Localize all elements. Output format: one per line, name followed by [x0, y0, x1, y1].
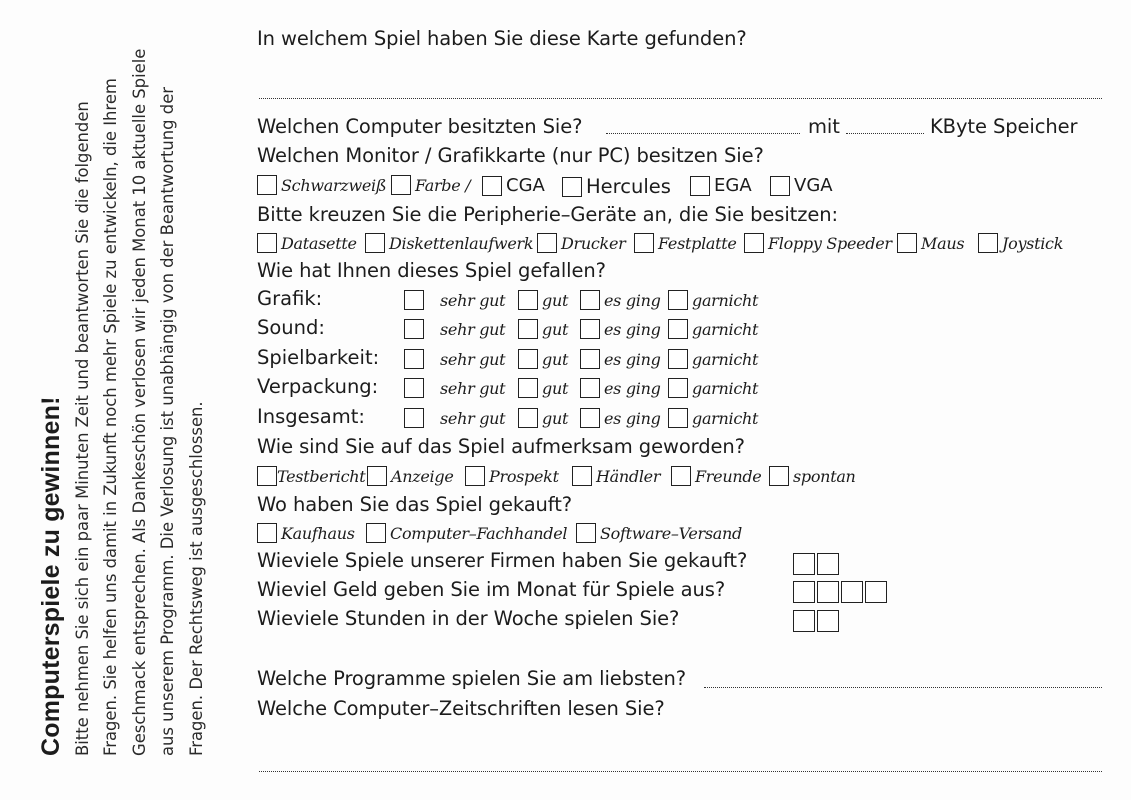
checkbox[interactable]	[518, 319, 538, 339]
question-zeitschriften: Welche Computer–Zeitschriften lesen Sie?	[257, 697, 665, 720]
question-programme: Welche Programme spielen Sie am liebsten?	[257, 667, 686, 690]
option-peripherie-drucker[interactable]: Drucker	[537, 233, 625, 253]
rating-option[interactable]	[518, 378, 568, 398]
checkbox[interactable]	[668, 349, 688, 369]
rating-option-label: garnicht	[692, 290, 759, 310]
checkbox[interactable]	[366, 523, 386, 543]
option-monitor-cga[interactable]: CGA	[482, 175, 545, 196]
checkbox[interactable]	[257, 466, 277, 486]
checkbox[interactable]	[580, 408, 600, 428]
rating-option[interactable]	[404, 349, 505, 369]
checkbox[interactable]	[365, 233, 385, 253]
rating-option-label: sehr gut	[440, 378, 506, 398]
option-peripherie-diskettenlaufwerk[interactable]: Diskettenlaufwerk	[365, 233, 533, 253]
checkbox[interactable]	[668, 378, 688, 398]
question-gekauft: Wo haben Sie das Spiel gekauft?	[257, 493, 573, 516]
rating-option-label: gut	[542, 408, 569, 428]
digit-box[interactable]	[793, 553, 815, 575]
rating-option[interactable]	[404, 290, 505, 310]
answer-line-memory[interactable]	[846, 133, 924, 134]
input-anzahl[interactable]	[793, 553, 841, 575]
checkbox[interactable]	[572, 466, 592, 486]
question-geld: Wieviel Geld geben Sie im Monat für Spiele aus?	[257, 578, 726, 601]
checkbox[interactable]	[404, 408, 424, 428]
option-aufmerksam-haendler[interactable]: Händler	[572, 466, 660, 486]
checkbox[interactable]	[580, 349, 600, 369]
rating-option[interactable]	[668, 378, 758, 398]
option-peripherie-floppy-speeder[interactable]: Floppy Speeder	[744, 233, 892, 253]
question-monitor: Welchen Monitor / Grafikkarte (nur PC) besitzen Sie?	[257, 144, 764, 167]
checkbox[interactable]	[367, 466, 387, 486]
answer-line-zeitschriften[interactable]	[259, 771, 1102, 772]
option-aufmerksam-freunde[interactable]: Freunde	[671, 466, 761, 486]
checkbox[interactable]	[404, 349, 424, 369]
rating-option-label: garnicht	[692, 408, 759, 428]
checkbox[interactable]	[518, 408, 538, 428]
checkbox[interactable]	[770, 176, 790, 196]
rating-option-label: garnicht	[692, 319, 759, 339]
digit-box[interactable]	[793, 610, 815, 632]
rating-option-label: gut	[542, 319, 569, 339]
question-game: In welchem Spiel haben Sie diese Karte gefunden?	[257, 27, 747, 50]
checkbox[interactable]	[562, 177, 582, 197]
rating-option[interactable]	[404, 378, 505, 398]
digit-box[interactable]	[793, 581, 815, 603]
rating-option-label: es ging	[604, 408, 661, 428]
rating-row-label: Spielbarkeit:	[257, 346, 380, 369]
checkbox[interactable]	[897, 233, 917, 253]
option-peripherie-joystick[interactable]: Joystick	[978, 233, 1063, 253]
option-monitor-farbe[interactable]: Farbe /	[391, 175, 470, 195]
question-computer: Welchen Computer besitzten Sie?	[257, 115, 583, 138]
rating-option[interactable]	[668, 319, 758, 339]
option-aufmerksam-anzeige[interactable]: Anzeige	[367, 466, 454, 486]
checkbox[interactable]	[518, 290, 538, 310]
rating-option-label: sehr gut	[440, 290, 506, 310]
sidebar-panel	[0, 40, 230, 800]
rating-option[interactable]	[518, 349, 568, 369]
checkbox[interactable]	[690, 176, 710, 196]
option-aufmerksam-prospekt[interactable]: Prospekt	[465, 466, 559, 486]
rating-option-label: es ging	[604, 378, 661, 398]
digit-box[interactable]	[817, 581, 839, 603]
rating-option-label: sehr gut	[440, 408, 506, 428]
option-gekauft-fachhandel[interactable]: Computer–Fachhandel	[366, 523, 567, 543]
checkbox[interactable]	[580, 378, 600, 398]
rating-option[interactable]	[580, 349, 661, 369]
rating-row-label: Insgesamt:	[257, 405, 365, 428]
rating-option-label: garnicht	[692, 378, 759, 398]
checkbox[interactable]	[257, 233, 277, 253]
checkbox[interactable]	[668, 319, 688, 339]
rating-row-label: Grafik:	[257, 287, 323, 310]
option-gekauft-versand[interactable]: Software–Versand	[576, 523, 742, 543]
checkbox[interactable]	[404, 290, 424, 310]
option-monitor-hercules[interactable]: Hercules	[562, 175, 671, 198]
option-peripherie-festplatte[interactable]: Festplatte	[634, 233, 737, 253]
checkbox[interactable]	[391, 175, 411, 195]
checkbox[interactable]	[671, 466, 691, 486]
digit-box[interactable]	[817, 553, 839, 575]
answer-line-game[interactable]	[259, 98, 1102, 99]
input-geld[interactable]	[793, 581, 889, 603]
checkbox[interactable]	[257, 523, 277, 543]
answer-line-computer[interactable]	[606, 133, 800, 134]
rating-option[interactable]	[404, 319, 505, 339]
question-peripherie: Bitte kreuzen Sie die Peripherie–Geräte an, die Sie besitzen:	[257, 203, 838, 226]
checkbox[interactable]	[668, 290, 688, 310]
rating-option[interactable]	[668, 408, 758, 428]
rating-option[interactable]	[404, 408, 505, 428]
question-anzahl: Wieviele Spiele unserer Firmen haben Sie gekauft?	[257, 549, 748, 572]
rating-option-label: gut	[542, 378, 569, 398]
option-aufmerksam-spontan[interactable]: spontan	[769, 466, 856, 486]
input-stunden[interactable]	[793, 610, 841, 632]
checkbox[interactable]	[518, 378, 538, 398]
rating-option-label: gut	[542, 349, 569, 369]
checkbox[interactable]	[537, 233, 557, 253]
question-stunden: Wieviele Stunden in der Woche spielen Sie?	[257, 607, 680, 630]
sidebar-title: Computerspiele zu gewinnen!	[37, 396, 65, 756]
rating-option[interactable]	[668, 349, 758, 369]
digit-box[interactable]	[865, 581, 887, 603]
checkbox[interactable]	[580, 290, 600, 310]
sidebar-text: Bitte nehmen Sie sich ein paar Minuten Zeit und beantworten Sie die folgenden Fragen. Sie helfen uns damit in Zukunft noch mehr Spiele zu entwickeln, die Ihrem Geschmack entsprechen. Als Dankeschön verlosen wir jeden Monat 10 aktuelle Spiele aus unserem Programm. Die Verlosung ist unabhängig von der Beantwortung der Fragen. Der Rechtsweg ist ausgeschlossen.	[73, 48, 206, 756]
option-monitor-schwarzweiss[interactable]: Schwarzweiß	[257, 175, 386, 195]
rating-option-label: es ging	[604, 349, 661, 369]
rating-option[interactable]	[518, 290, 568, 310]
rating-row-label: Sound:	[257, 316, 325, 339]
rating-option-label: garnicht	[692, 349, 759, 369]
checkbox[interactable]	[978, 233, 998, 253]
rating-option[interactable]	[518, 319, 568, 339]
answer-line-programme[interactable]	[704, 687, 1102, 688]
digit-box[interactable]	[817, 610, 839, 632]
checkbox[interactable]	[404, 319, 424, 339]
checkbox[interactable]	[769, 466, 789, 486]
rating-option-label: es ging	[604, 290, 661, 310]
rating-option[interactable]	[580, 319, 661, 339]
question-aufmerksam: Wie sind Sie auf das Spiel aufmerksam geworden?	[257, 435, 745, 458]
checkbox[interactable]	[668, 408, 688, 428]
question-gefallen: Wie hat Ihnen dieses Spiel gefallen?	[257, 259, 606, 282]
option-peripherie-datasette[interactable]: Datasette	[257, 233, 357, 253]
rating-option-label: sehr gut	[440, 349, 506, 369]
option-monitor-vga[interactable]: VGA	[770, 175, 833, 196]
label-mit: mit	[808, 115, 840, 138]
checkbox[interactable]	[744, 233, 764, 253]
rating-row-label: Verpackung:	[257, 375, 379, 398]
rating-option[interactable]	[518, 408, 568, 428]
checkbox[interactable]	[518, 349, 538, 369]
rating-option-label: gut	[542, 290, 569, 310]
checkbox[interactable]	[257, 175, 277, 195]
rating-option[interactable]	[668, 290, 758, 310]
checkbox[interactable]	[576, 523, 596, 543]
checkbox[interactable]	[482, 176, 502, 196]
checkbox[interactable]	[404, 378, 424, 398]
option-peripherie-maus[interactable]: Maus	[897, 233, 964, 253]
label-kbyte: KByte Speicher	[930, 115, 1078, 138]
option-aufmerksam-testbericht[interactable]: Testbericht	[257, 466, 365, 486]
rating-option[interactable]	[580, 378, 661, 398]
rating-option[interactable]	[580, 290, 661, 310]
option-gekauft-kaufhaus[interactable]: Kaufhaus	[257, 523, 355, 543]
rating-option-label: sehr gut	[440, 319, 506, 339]
rating-option[interactable]	[580, 408, 661, 428]
checkbox[interactable]	[634, 233, 654, 253]
checkbox[interactable]	[580, 319, 600, 339]
option-monitor-ega[interactable]: EGA	[690, 175, 752, 196]
rating-option-label: es ging	[604, 319, 661, 339]
checkbox[interactable]	[465, 466, 485, 486]
digit-box[interactable]	[841, 581, 863, 603]
